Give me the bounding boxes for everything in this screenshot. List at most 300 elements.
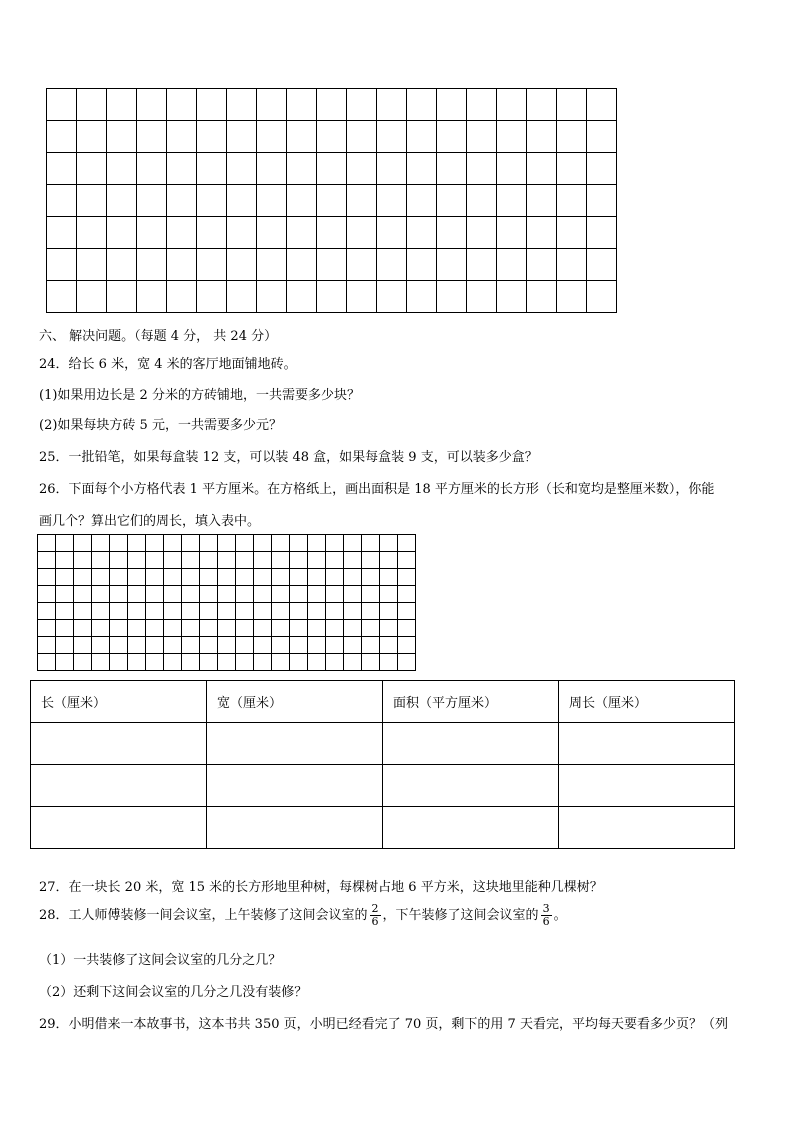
grid-cell <box>437 217 467 249</box>
question-28-text-a: 28．工人师傅装修一间会议室，上午装修了这间会议室的 <box>39 908 368 923</box>
grid-cell <box>74 654 92 671</box>
grid-cell <box>254 552 272 569</box>
grid-cell <box>272 535 290 552</box>
question-25-stem: 25．一批铅笔，如果每盒装 12 支，可以装 48 盒，如果每盒装 9 支，可以装多少盒？ <box>39 450 538 465</box>
grid-cell <box>236 603 254 620</box>
grid-cell <box>128 569 146 586</box>
grid-cell <box>47 153 77 185</box>
grid-cell <box>167 153 197 185</box>
grid-cell <box>587 185 617 217</box>
grid-cell <box>167 185 197 217</box>
grid-cell <box>182 552 200 569</box>
grid-cell <box>197 89 227 121</box>
grid-cell <box>317 121 347 153</box>
grid-cell <box>290 637 308 654</box>
grid-cell <box>137 185 167 217</box>
grid-cell <box>527 153 557 185</box>
grid-cell <box>164 620 182 637</box>
grid-cell <box>164 603 182 620</box>
grid-cell <box>272 620 290 637</box>
table-cell[interactable] <box>31 723 207 765</box>
grid-cell <box>110 552 128 569</box>
grid-cell <box>74 637 92 654</box>
grid-cell <box>380 552 398 569</box>
question-28-text-b: ，下午装修了这间会议室的 <box>382 908 539 923</box>
grid-cell <box>38 535 56 552</box>
grid-cell <box>197 217 227 249</box>
grid-cell <box>290 569 308 586</box>
table-cell[interactable] <box>31 765 207 807</box>
grid-cell <box>527 185 557 217</box>
grid-cell <box>380 569 398 586</box>
table-cell[interactable] <box>383 807 559 849</box>
grid-cell <box>77 121 107 153</box>
grid-cell <box>200 603 218 620</box>
grid-row <box>38 552 416 569</box>
grid-cell <box>137 89 167 121</box>
grid-cell <box>182 569 200 586</box>
grid-cell <box>107 153 137 185</box>
grid-cell <box>497 153 527 185</box>
grid-cell <box>362 586 380 603</box>
grid-cell <box>437 89 467 121</box>
grid-cell <box>236 569 254 586</box>
grid-cell <box>557 217 587 249</box>
grid-row <box>38 603 416 620</box>
grid-row <box>47 249 617 281</box>
table-header-row <box>31 681 735 723</box>
grid-cell <box>128 535 146 552</box>
grid-cell <box>557 121 587 153</box>
grid-cell <box>326 586 344 603</box>
grid-row <box>38 569 416 586</box>
grid-cell <box>587 217 617 249</box>
grid-cell <box>254 569 272 586</box>
grid-cell <box>197 121 227 153</box>
grid-cell <box>290 620 308 637</box>
grid-cell <box>362 603 380 620</box>
grid-cell <box>164 569 182 586</box>
grid-cell <box>200 569 218 586</box>
grid-cell <box>107 89 137 121</box>
grid-cell <box>317 217 347 249</box>
grid-cell <box>74 552 92 569</box>
grid-cell <box>110 620 128 637</box>
fraction-denominator: 6 <box>542 915 550 928</box>
grid-cell <box>317 249 347 281</box>
grid-cell <box>407 185 437 217</box>
grid-cell <box>287 89 317 121</box>
grid-cell <box>77 281 107 313</box>
grid-cell <box>407 249 437 281</box>
table-cell[interactable] <box>559 807 735 849</box>
table-cell[interactable] <box>383 765 559 807</box>
grid-cell <box>74 620 92 637</box>
grid-cell <box>128 586 146 603</box>
grid-cell <box>326 569 344 586</box>
grid-cell <box>200 637 218 654</box>
grid-cell <box>377 217 407 249</box>
grid-cell <box>146 552 164 569</box>
grid-cell <box>137 249 167 281</box>
grid-cell <box>557 153 587 185</box>
grid-cell <box>47 89 77 121</box>
grid-cell <box>110 637 128 654</box>
table-cell[interactable] <box>383 723 559 765</box>
grid-row <box>38 620 416 637</box>
grid-cell <box>227 185 257 217</box>
grid-cell <box>236 552 254 569</box>
grid-cell <box>272 586 290 603</box>
grid-cell <box>110 569 128 586</box>
grid-cell <box>218 637 236 654</box>
grid-cell <box>38 637 56 654</box>
table-row <box>31 723 735 765</box>
question-26-line-1: 26．下面每个小方格代表 1 平方厘米。在方格纸上，画出面积是 18 平方厘米的长方形（长和宽均是整厘米数），你能 <box>39 482 715 497</box>
grid-cell <box>362 552 380 569</box>
table-cell[interactable] <box>207 765 383 807</box>
grid-cell <box>347 153 377 185</box>
header-perimeter: 周长（厘米） <box>559 681 735 723</box>
grid-cell <box>200 620 218 637</box>
grid-cell <box>380 535 398 552</box>
grid-cell <box>137 121 167 153</box>
grid-cell <box>137 153 167 185</box>
grid-row <box>47 153 617 185</box>
grid-cell <box>164 586 182 603</box>
grid-cell <box>257 217 287 249</box>
grid-cell <box>137 281 167 313</box>
question-28-part-2: （2）还剩下这间会议室的几分之几没有装修？ <box>39 985 308 1000</box>
grid-cell <box>227 153 257 185</box>
grid-cell <box>347 281 377 313</box>
grid-cell <box>236 586 254 603</box>
grid-cell <box>254 586 272 603</box>
grid-cell <box>218 620 236 637</box>
grid-row <box>38 535 416 552</box>
grid-cell <box>236 637 254 654</box>
grid-cell <box>92 603 110 620</box>
grid-cell <box>497 249 527 281</box>
grid-cell <box>290 603 308 620</box>
grid-cell <box>167 281 197 313</box>
grid-cell <box>272 552 290 569</box>
grid-cell <box>38 620 56 637</box>
grid-cell <box>197 185 227 217</box>
grid-cell <box>56 620 74 637</box>
grid-cell <box>347 89 377 121</box>
grid-cell <box>557 281 587 313</box>
grid-cell <box>146 654 164 671</box>
grid-cell <box>407 121 437 153</box>
grid-cell <box>92 637 110 654</box>
grid-row <box>47 185 617 217</box>
section-title: 六、 解决问题。（每题 4 分， 共 24 分） <box>39 329 278 344</box>
table-cell[interactable] <box>559 765 735 807</box>
grid-cell <box>38 603 56 620</box>
grid-cell <box>344 603 362 620</box>
grid-cell <box>200 586 218 603</box>
grid-cell <box>167 121 197 153</box>
grid-cell <box>587 281 617 313</box>
grid-cell <box>74 603 92 620</box>
header-length: 长（厘米） <box>31 681 207 723</box>
grid-cell <box>362 637 380 654</box>
grid-cell <box>287 281 317 313</box>
grid-cell <box>182 637 200 654</box>
grid-cell <box>74 569 92 586</box>
grid-cell <box>197 281 227 313</box>
grid-cell <box>128 637 146 654</box>
header-width: 宽（厘米） <box>207 681 383 723</box>
grid-cell <box>236 654 254 671</box>
grid-cell <box>377 153 407 185</box>
grid-cell <box>74 535 92 552</box>
grid-cell <box>467 153 497 185</box>
grid-cell <box>290 654 308 671</box>
grid-cell <box>77 153 107 185</box>
grid-cell <box>47 217 77 249</box>
grid-cell <box>227 89 257 121</box>
grid-cell <box>218 603 236 620</box>
grid-cell <box>146 569 164 586</box>
grid-cell <box>587 89 617 121</box>
grid-cell <box>587 121 617 153</box>
grid-cell <box>377 121 407 153</box>
fraction-three-sixths <box>541 903 552 928</box>
grid-row <box>38 654 416 671</box>
question-24-part-1: (1)如果用边长是 2 分米的方砖铺地，一共需要多少块？ <box>39 388 360 403</box>
grid-cell <box>398 586 416 603</box>
grid-cell <box>317 89 347 121</box>
grid-cell <box>497 217 527 249</box>
grid-cell <box>182 586 200 603</box>
grid-cell <box>398 552 416 569</box>
grid-cell <box>92 586 110 603</box>
grid-cell <box>167 249 197 281</box>
grid-cell <box>164 552 182 569</box>
grid-cell <box>362 654 380 671</box>
grid-cell <box>380 637 398 654</box>
grid-cell <box>146 637 164 654</box>
grid-cell <box>197 153 227 185</box>
grid-cell <box>398 535 416 552</box>
writing-grid <box>46 88 617 313</box>
grid-row <box>47 89 617 121</box>
grid-cell <box>587 153 617 185</box>
grid-cell <box>398 569 416 586</box>
grid-cell <box>200 654 218 671</box>
grid-cell <box>254 637 272 654</box>
grid-cell <box>257 249 287 281</box>
grid-cell <box>308 637 326 654</box>
grid-cell <box>38 552 56 569</box>
question-28-stem <box>39 903 567 928</box>
grid-cell <box>218 552 236 569</box>
grid-cell <box>398 654 416 671</box>
grid-cell <box>527 249 557 281</box>
grid-cell <box>56 586 74 603</box>
grid-cell <box>257 281 287 313</box>
grid-cell <box>308 569 326 586</box>
header-area: 面积（平方厘米） <box>383 681 559 723</box>
grid-cell <box>290 552 308 569</box>
grid-cell <box>326 535 344 552</box>
grid-cell <box>236 535 254 552</box>
grid-cell <box>272 654 290 671</box>
grid-cell <box>326 620 344 637</box>
grid-cell <box>587 249 617 281</box>
grid-cell <box>287 153 317 185</box>
grid-cell <box>77 185 107 217</box>
table-cell[interactable] <box>207 723 383 765</box>
grid-cell <box>347 217 377 249</box>
grid-cell <box>380 586 398 603</box>
grid-cell <box>344 620 362 637</box>
grid-cell <box>110 654 128 671</box>
grid-cell <box>317 153 347 185</box>
grid-cell <box>497 185 527 217</box>
grid-cell <box>398 637 416 654</box>
grid-cell <box>344 535 362 552</box>
grid-cell <box>236 620 254 637</box>
grid-cell <box>407 89 437 121</box>
grid-cell <box>74 586 92 603</box>
question-28-text-c: 。 <box>553 908 567 923</box>
grid-cell <box>347 249 377 281</box>
grid-cell <box>347 121 377 153</box>
grid-cell <box>380 654 398 671</box>
grid-cell <box>227 121 257 153</box>
grid-cell <box>272 603 290 620</box>
fraction-two-sixths <box>370 903 381 928</box>
fraction-numerator: 2 <box>371 902 379 915</box>
grid-cell <box>308 603 326 620</box>
grid-cell <box>287 217 317 249</box>
grid-cell <box>437 249 467 281</box>
grid-row <box>47 121 617 153</box>
grid-cell <box>497 121 527 153</box>
grid-cell <box>164 637 182 654</box>
grid-cell <box>272 569 290 586</box>
grid-cell <box>254 654 272 671</box>
table-cell[interactable] <box>559 723 735 765</box>
grid-cell <box>326 654 344 671</box>
grid-cell <box>47 185 77 217</box>
grid-cell <box>254 535 272 552</box>
question-26-line-2: 画几个？算出它们的周长，填入表中。 <box>39 514 261 529</box>
grid-cell <box>218 586 236 603</box>
grid-cell <box>497 89 527 121</box>
square-grid-paper <box>37 534 416 671</box>
table-cell[interactable] <box>207 807 383 849</box>
grid-cell <box>128 552 146 569</box>
grid-cell <box>164 535 182 552</box>
grid-cell <box>110 535 128 552</box>
answer-table <box>30 680 735 849</box>
grid-cell <box>107 281 137 313</box>
grid-row <box>38 637 416 654</box>
grid-cell <box>398 620 416 637</box>
fraction-numerator: 3 <box>542 902 550 915</box>
grid-cell <box>557 89 587 121</box>
grid-cell <box>527 89 557 121</box>
grid-cell <box>407 153 437 185</box>
grid-cell <box>308 654 326 671</box>
grid-cell <box>197 249 227 281</box>
grid-cell <box>407 281 437 313</box>
grid-cell <box>437 153 467 185</box>
grid-cell <box>128 654 146 671</box>
grid-cell <box>344 569 362 586</box>
grid-cell <box>308 586 326 603</box>
grid-row <box>38 586 416 603</box>
question-24-stem: 24．给长 6 米，宽 4 米的客厅地面铺地砖。 <box>39 357 297 372</box>
grid-cell <box>290 535 308 552</box>
grid-cell <box>257 153 287 185</box>
grid-cell <box>467 249 497 281</box>
grid-row <box>47 217 617 249</box>
fraction-denominator: 6 <box>371 915 379 928</box>
grid-cell <box>146 603 164 620</box>
grid-cell <box>107 249 137 281</box>
grid-cell <box>290 586 308 603</box>
grid-cell <box>527 217 557 249</box>
grid-cell <box>557 185 587 217</box>
question-24-part-2: (2)如果每块方砖 5 元，一共需要多少元？ <box>39 418 282 433</box>
grid-cell <box>47 281 77 313</box>
grid-cell <box>164 654 182 671</box>
grid-cell <box>56 535 74 552</box>
table-cell[interactable] <box>31 807 207 849</box>
grid-cell <box>38 654 56 671</box>
grid-cell <box>92 552 110 569</box>
grid-cell <box>377 281 407 313</box>
table-row <box>31 765 735 807</box>
grid-cell <box>92 535 110 552</box>
grid-cell <box>146 535 164 552</box>
grid-cell <box>257 121 287 153</box>
grid-cell <box>467 121 497 153</box>
grid-cell <box>398 603 416 620</box>
grid-cell <box>146 620 164 637</box>
grid-cell <box>218 654 236 671</box>
grid-cell <box>92 654 110 671</box>
grid-cell <box>92 569 110 586</box>
grid-cell <box>467 281 497 313</box>
grid-cell <box>254 620 272 637</box>
grid-cell <box>497 281 527 313</box>
grid-cell <box>56 569 74 586</box>
grid-cell <box>287 249 317 281</box>
grid-cell <box>272 637 290 654</box>
grid-cell <box>167 217 197 249</box>
grid-cell <box>92 620 110 637</box>
grid-cell <box>257 185 287 217</box>
grid-cell <box>467 185 497 217</box>
grid-cell <box>200 552 218 569</box>
grid-cell <box>137 217 167 249</box>
grid-cell <box>527 121 557 153</box>
grid-cell <box>308 620 326 637</box>
grid-cell <box>128 603 146 620</box>
grid-cell <box>56 637 74 654</box>
grid-cell <box>467 217 497 249</box>
grid-cell <box>308 552 326 569</box>
grid-cell <box>407 217 437 249</box>
grid-cell <box>344 586 362 603</box>
grid-cell <box>287 121 317 153</box>
